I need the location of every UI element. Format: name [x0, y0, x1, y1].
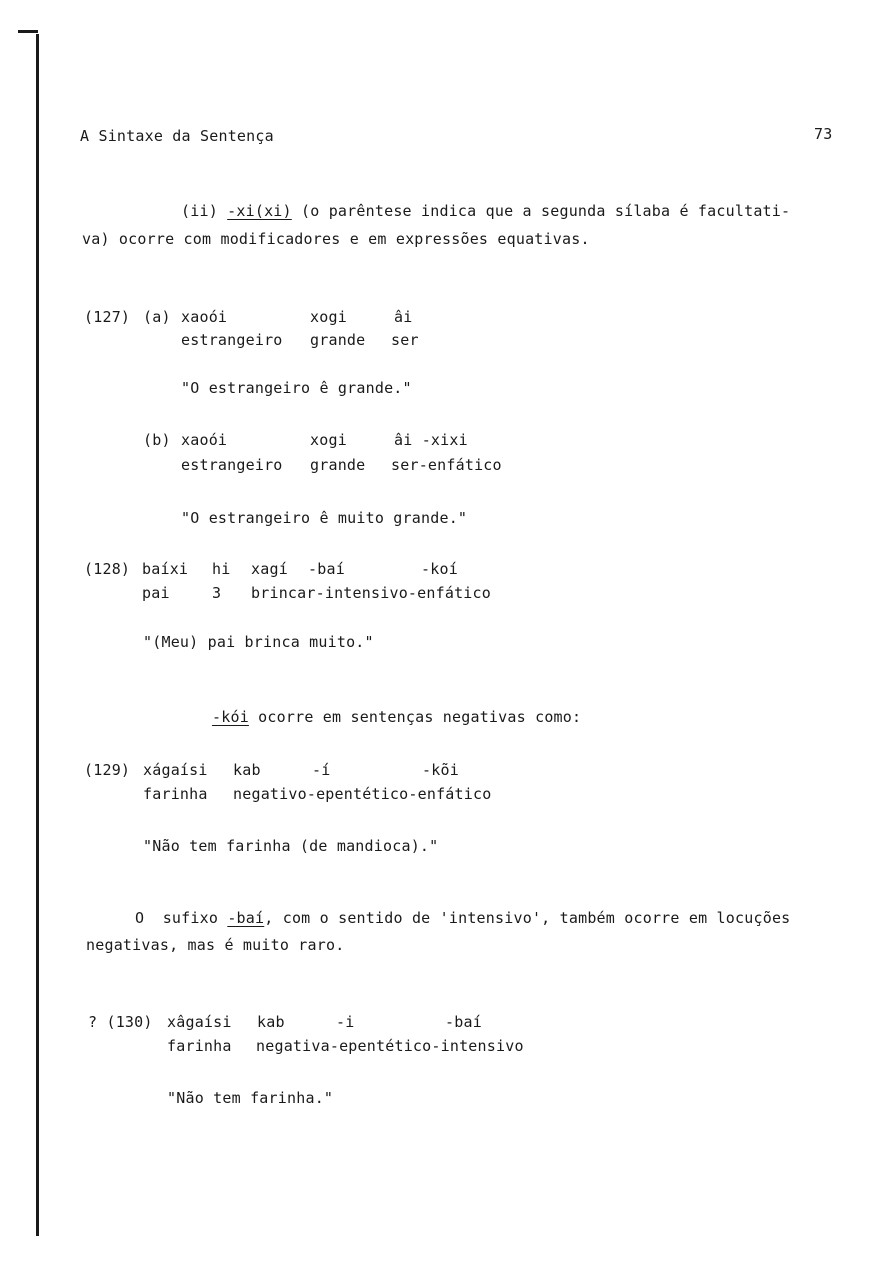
example-128-gloss: pai: [142, 584, 170, 602]
example-129-translation: "Não tem farinha (de mandioca).": [143, 837, 439, 855]
example-128-translation: "(Meu) pai brinca muito.": [143, 633, 374, 651]
paragraph-ii-rest: (o parêntese indica que a segunda sílaba é facultati-: [291, 202, 791, 220]
paragraph-ii-line2: va) ocorre com modificadores e em expressões equativas.: [82, 230, 590, 248]
example-128-word: baíxi: [142, 560, 189, 578]
example-127a-word: xaoói: [181, 308, 228, 326]
example-127a-gloss: grande: [310, 331, 366, 349]
example-127a-gloss: ser: [391, 331, 419, 349]
example-127b-gloss: grande: [310, 456, 366, 474]
example-128-gloss: brincar-intensivo-enfático: [251, 584, 491, 602]
page-number: 73: [814, 125, 833, 143]
example-129-number: (129): [84, 761, 131, 779]
example-127b-word: âi -xixi: [394, 431, 468, 449]
paragraph-koi-term: -kói: [212, 708, 249, 726]
paragraph-koi: [212, 708, 581, 726]
example-127-number: (127): [84, 308, 131, 326]
example-130-word: -i: [336, 1013, 355, 1031]
example-127a-word: âi: [394, 308, 413, 326]
example-129-gloss: farinha: [143, 785, 208, 803]
example-127a-translation: "O estrangeiro ê grande.": [181, 379, 412, 397]
paragraph-bai-line1: [135, 909, 790, 927]
example-130-translation: "Não tem farinha.": [167, 1089, 334, 1107]
example-127b-word: xogi: [310, 431, 347, 449]
example-128-gloss: 3: [212, 584, 222, 602]
example-127b-label: (b): [143, 431, 171, 449]
example-128-word: -koí: [421, 560, 458, 578]
example-127a-gloss: estrangeiro: [181, 331, 283, 349]
binding-tick-mark: [18, 30, 38, 33]
running-header-title: A Sintaxe da Sentença: [80, 127, 274, 145]
paragraph-bai-prefix: O sufixo: [135, 909, 228, 927]
example-130-gloss: negativa-epentético-intensivo: [256, 1037, 524, 1055]
example-127b-gloss: ser-enfático: [391, 456, 502, 474]
example-127b-gloss: estrangeiro: [181, 456, 283, 474]
example-129-word: kab: [233, 761, 261, 779]
example-130-word: kab: [257, 1013, 285, 1031]
paragraph-bai-term: -baí: [227, 909, 265, 927]
example-127a-label: (a): [143, 308, 171, 326]
example-130-word: xâgaísi: [167, 1013, 232, 1031]
paragraph-bai-rest: , com o sentido de 'intensivo', também ocorre em locuções: [264, 909, 791, 927]
example-129-word: -í: [312, 761, 331, 779]
example-129-word: -kõi: [422, 761, 459, 779]
example-130-number: ? (130): [88, 1013, 153, 1031]
example-127a-word: xogi: [310, 308, 347, 326]
paragraph-ii-line1: [181, 202, 790, 220]
paragraph-ii-term: -xi(xi): [227, 202, 292, 220]
example-128-word: xagí: [251, 560, 288, 578]
example-127b-translation: "O estrangeiro ê muito grande.": [181, 509, 468, 527]
example-128-word: hi: [212, 560, 231, 578]
example-127b-word: xaoói: [181, 431, 228, 449]
example-129-gloss: negativo-epentético-enfático: [233, 785, 492, 803]
binding-edge-line: [36, 34, 39, 1236]
example-128-word: -baí: [308, 560, 345, 578]
paragraph-bai-line2: negativas, mas é muito raro.: [86, 936, 345, 954]
example-128-number: (128): [84, 560, 131, 578]
paragraph-ii-prefix: (ii): [181, 202, 228, 220]
example-130-gloss: farinha: [167, 1037, 232, 1055]
paragraph-koi-rest: ocorre em sentenças negativas como:: [248, 708, 582, 726]
example-129-word: xágaísi: [143, 761, 208, 779]
example-130-word: -baí: [445, 1013, 482, 1031]
